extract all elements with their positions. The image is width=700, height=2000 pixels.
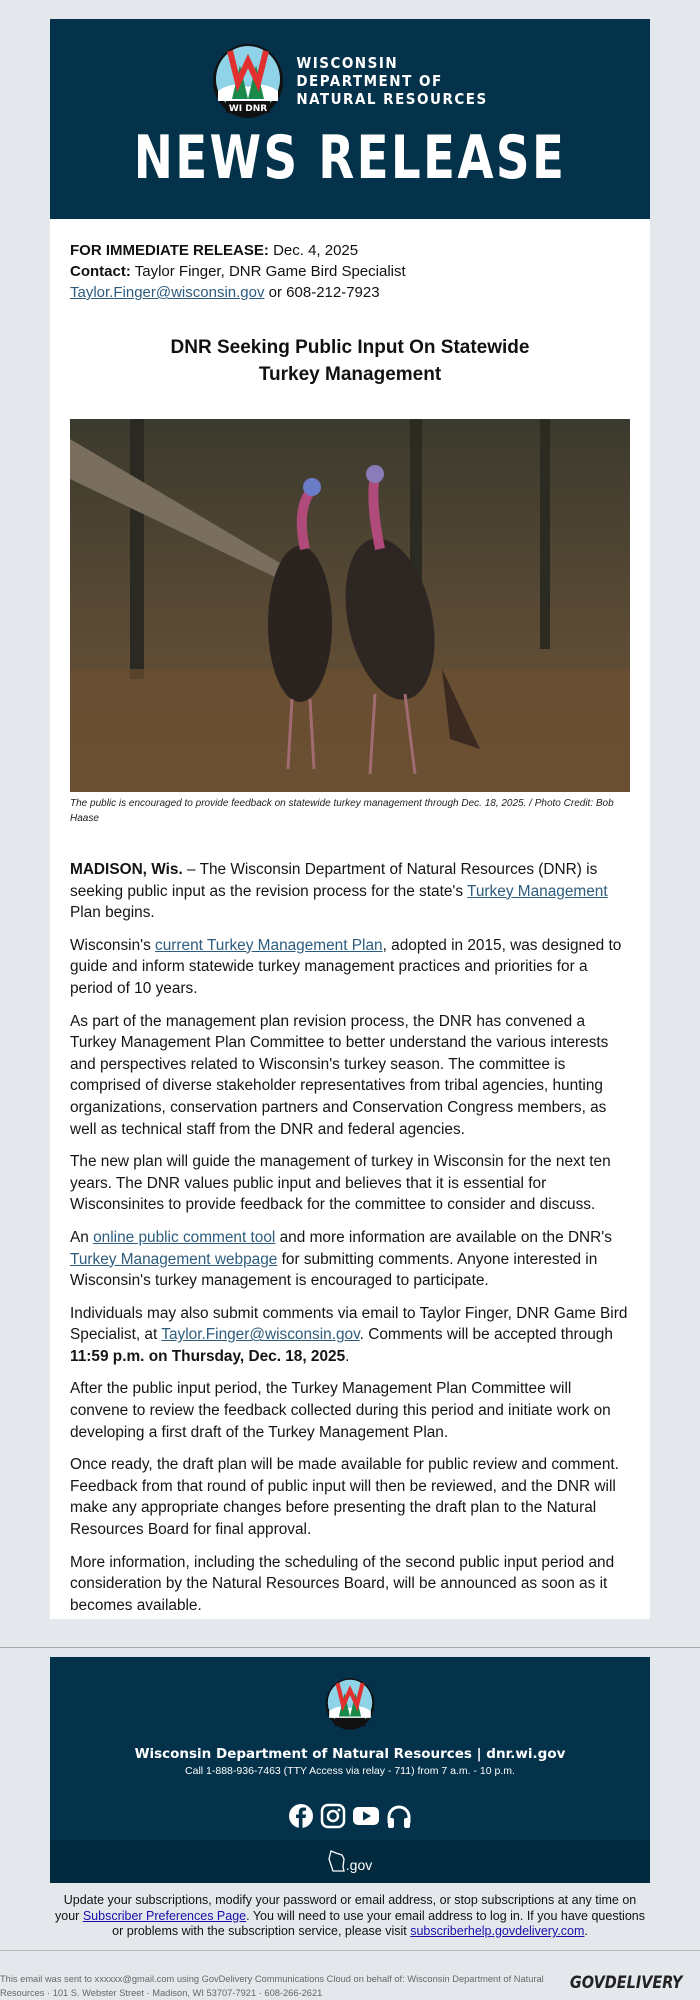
title-line: DNR Seeking Public Input On Statewide	[170, 337, 530, 358]
paragraph: After the public input period, the Turkey Management Plan Committee will convene to review the feedback collected during this period and initiate work on developing a first draft of the Turkey Management Plan.	[70, 1380, 611, 1441]
news-release-card	[50, 19, 650, 1619]
sender-info: This email was sent to xxxxxx@gmail.com using GovDelivery Communications Cloud on behalf of: Wisconsin Department of Natural Resources · 101 S. Webster Street · Madison, WI 53707-7921 · 608-266-2621	[0, 1974, 544, 1998]
govdelivery-logo: GOVDELIVERY	[569, 1973, 683, 1993]
release-label: FOR IMMEDIATE RELEASE:	[70, 242, 269, 259]
current-plan-link[interactable]: current Turkey Management Plan	[155, 936, 383, 954]
divider	[0, 1647, 700, 1648]
wi-dnr-logo-icon	[325, 1677, 375, 1731]
turkey-webpage-link[interactable]: Turkey Management webpage	[70, 1250, 278, 1268]
photo-caption: The public is encouraged to provide feedback on statewide turkey management through Dec. 18, 2025. / Photo Credit: Bob Haase	[70, 798, 614, 824]
svg-text:WI DNR: WI DNR	[229, 104, 268, 114]
subscriber-preferences-link[interactable]: Subscriber Preferences Page	[82, 1908, 247, 1923]
contact-label: Contact:	[70, 263, 131, 280]
wisconsin-state-icon	[328, 1849, 346, 1873]
contact-email-link[interactable]: Taylor.Finger@wisconsin.gov	[70, 284, 265, 301]
paragraph: The new plan will guide the management of turkey in Wisconsin for the next ten years. The DNR values public input and believes that it is essential for Wisconsinites to provide feedback for the committee to consider and discuss.	[70, 1153, 611, 1214]
paragraph: More information, including the scheduling of the second public input period and consideration by the Natural Resources Board, will be announced as soon as it becomes available.	[70, 1553, 615, 1614]
wi-gov-logo[interactable]	[50, 1849, 650, 1873]
turkey-management-link[interactable]: Turkey Management	[467, 882, 608, 900]
wi-dnr-logo-icon	[212, 43, 284, 119]
release-info	[70, 240, 406, 303]
footer-org: Wisconsin Department of Natural Resources | dnr.wi.gov	[134, 1746, 566, 1762]
social-links	[50, 1803, 650, 1829]
wi-gov-strip	[50, 1840, 650, 1883]
paragraph: Once ready, the draft plan will be made available for public review and comment. Feedback from that round of public input will then be reviewed, and the DNR will make any appropriate changes before presenting the draft plan to the Natural Resources Board for final approval.	[70, 1456, 619, 1539]
logo-line: DEPARTMENT OF	[296, 72, 443, 90]
release-date: Dec. 4, 2025	[273, 242, 359, 259]
podcast-icon[interactable]	[386, 1803, 412, 1829]
comment-tool-link[interactable]: online public comment tool	[93, 1228, 276, 1246]
subscriber-help-link[interactable]: subscriberhelp.govdelivery.com	[410, 1924, 585, 1938]
youtube-icon[interactable]	[352, 1803, 380, 1829]
title-line: Turkey Management	[258, 364, 442, 385]
wi-gov-text: .gov	[345, 1857, 373, 1873]
logo-line: WISCONSIN	[296, 54, 399, 72]
turkeys-photo	[70, 419, 630, 792]
paragraph: Wisconsin's current Turkey Management Plan, adopted in 2015, was designed to guide and inform statewide turkey management practices and priorities for a period of 10 years.	[70, 936, 622, 997]
article-body	[70, 859, 632, 1627]
instagram-icon[interactable]	[320, 1803, 346, 1829]
contact-phone: 608-212-7923	[286, 284, 380, 301]
paragraph: An online public comment tool and more information are available on the DNR's Turkey Management webpage for submitting comments. Anyone interested in Wisconsin's turkey management is encouraged to participate.	[70, 1228, 612, 1290]
contact-name: Taylor Finger, DNR Game Bird Specialist	[134, 263, 406, 280]
header-banner	[50, 19, 650, 219]
divider	[0, 1950, 700, 1951]
paragraph: As part of the management plan revision process, the DNR has convened a Turkey Management Plan Committee to better understand the various interests and perspectives related to Wisconsin's turkey season. The committee is comprised of diverse stakeholder representatives from tribal agencies, hunting organizations, conservation partners and Conservation Congress members, as well as technical staff from the DNR and federal agencies.	[70, 1012, 609, 1138]
paragraph: MADISON, Wis. – The Wisconsin Department of Natural Resources (DNR) is seeking public input as the revision process for the state's Turkey Management Plan begins.	[70, 861, 608, 922]
email-link[interactable]: Taylor.Finger@wisconsin.gov	[161, 1326, 360, 1344]
paragraph: Individuals may also submit comments via email to Taylor Finger, DNR Game Bird Specialist, at Taylor.Finger@wisconsin.gov. Comments will be accepted through 11:59 p.m. on Thursday, Dec. 18, 2025.	[70, 1304, 628, 1365]
logo-line: NATURAL RESOURCES	[296, 90, 488, 108]
footer-call: Call 1-888-936-7463 (TTY Access via relay - 711) from 7 a.m. - 10 p.m.	[185, 1765, 515, 1777]
or-text: or	[268, 284, 282, 301]
facebook-icon[interactable]	[288, 1803, 314, 1829]
subscription-notice: Update your subscriptions, modify your password or email address, or stop subscriptions at any time on your Subscriber Preferences Page. You will need to use your email address to log in. If you have questions or problems with the subscription service, please visit subscriberhelp.govdelivery.com.	[55, 1893, 645, 1938]
footer	[50, 1657, 650, 1883]
article-title	[50, 334, 650, 388]
news-release-heading: NEWS RELEASE	[133, 123, 567, 193]
dnr-logo	[50, 43, 650, 119]
